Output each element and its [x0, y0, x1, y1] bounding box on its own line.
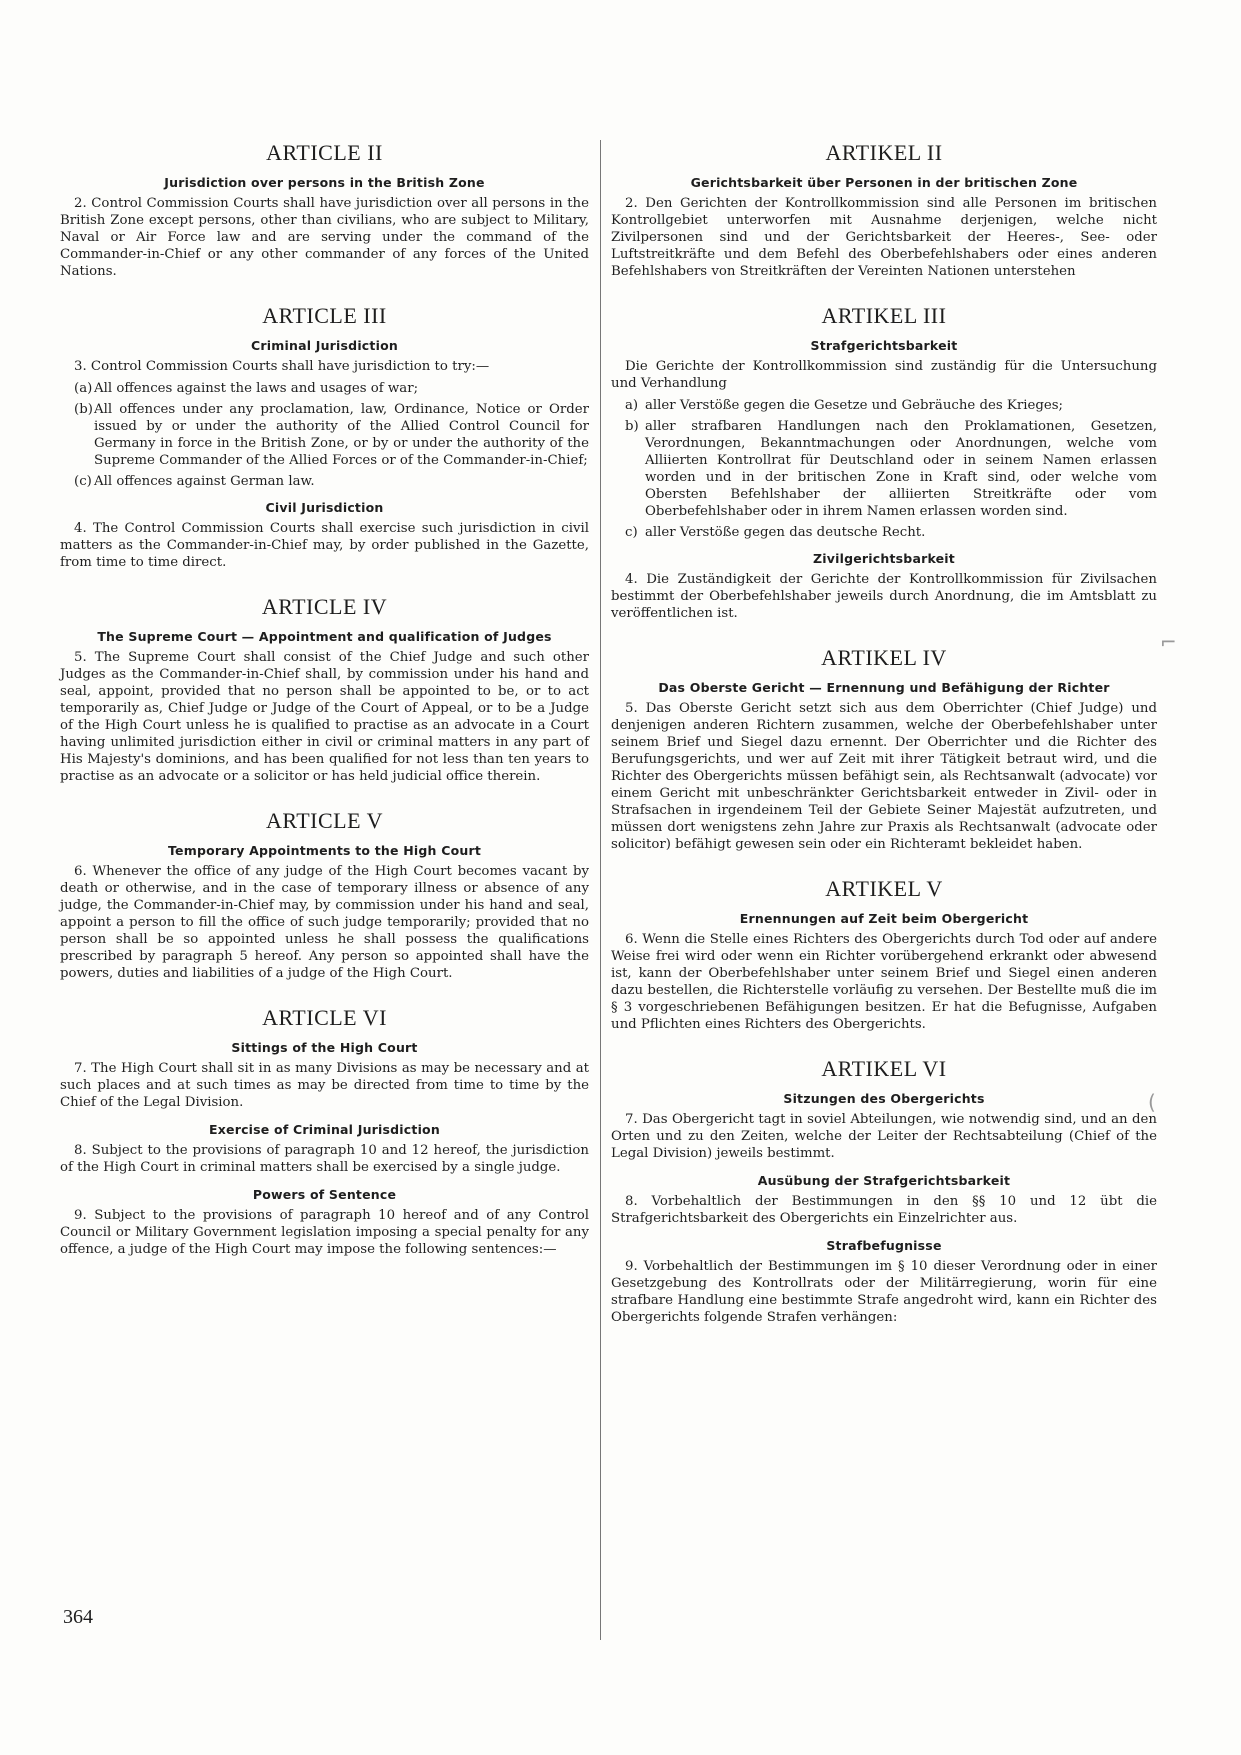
scan-mark: ⌐ [1160, 630, 1177, 654]
item-marker: (a) [74, 381, 93, 396]
absatz-3b [611, 418, 1157, 520]
item-text: aller Verstöße gegen die Gesetze und Gebräuche des Krieges; [645, 398, 1064, 413]
absatz-7: 7. Das Obergericht tagt in soviel Abteilungen, wie notwendig sind, und an den Orten und zu den Zeiten, welche der Leiter der Rechtsabteilung (Chief of the Legal Division) jeweils bestimmt. [611, 1112, 1157, 1161]
item-marker: (b) [74, 402, 93, 417]
paragraph-3c [60, 473, 589, 490]
paragraph-7: 7. The High Court shall sit in as many Divisions as may be necessary and at such places and at such times as may be directed from time to time by the Chief of the Legal Division. [60, 1061, 589, 1110]
article-ii-heading: ARTICLE II [266, 140, 383, 165]
zivilgerichtsbarkeit-subheading: Zivilgerichtsbarkeit [813, 551, 955, 566]
artikel-v-subheading: Ernennungen auf Zeit beim Obergericht [739, 911, 1029, 926]
paragraph-3a [60, 380, 589, 397]
artikel-vi-heading: ARTIKEL VI [821, 1056, 947, 1081]
paragraph-4: 4. The Control Commission Courts shall exercise such jurisdiction in civil matters as the Commander-in-Chief may, by order published in the Gazette, from time to time direct. [60, 521, 589, 570]
artikel-iv-heading: ARTIKEL IV [821, 645, 947, 670]
scan-mark: ( [1148, 1090, 1156, 1114]
paragraph-2: 2. Control Commission Courts shall have jurisdiction over all persons in the British Zone except persons, other than civilians, who are subject to Military, Naval or Air Force law and are serving under the command of the Commander-in-Chief or any other commander of any forces of the United Nations. [60, 196, 589, 279]
absatz-4: 4. Die Zuständigkeit der Gerichte der Kontrollkommission für Zivilsachen bestimmt der Oberbefehlshaber jeweils durch Anordnung, die im Amtsblatt zu veröffentlichen ist. [611, 572, 1157, 621]
item-text: aller Verstöße gegen das deutsche Recht. [645, 525, 926, 540]
article-iii-heading: ARTICLE III [262, 303, 387, 328]
absatz-3a [611, 397, 1157, 414]
article-v-heading: ARTICLE V [265, 808, 384, 833]
artikel-vi-subheading: Sitzungen des Obergerichts [783, 1091, 985, 1106]
article-vi-heading: ARTICLE VI [262, 1005, 387, 1030]
absatz-9: 9. Vorbehaltlich der Bestimmungen im § 10 dieser Verordnung oder in einer Gesetzgebung des Kontrollrats oder der Militärregierung, worin für eine strafbare Handlung eine bestimmte Strafe angedroht wird, kann ein Richter des Obergerichts folgende Strafen verhängen: [611, 1259, 1157, 1325]
strafbefugnisse-subheading: Strafbefugnisse [826, 1238, 942, 1253]
paragraph-3: 3. Control Commission Courts shall have jurisdiction to try:— [74, 359, 490, 374]
item-text: All offences against the laws and usages of war; [94, 381, 419, 396]
item-text: aller strafbaren Handlungen nach den Proklamationen, Gesetzen, Verordnungen, Bekanntmachungen oder Anordnungen, welche vom Alliierten Kontrollrat für Deutschland oder in seinem Namen erlassen worden und in der britischen Zone in Kraft sind, oder welche vom Obersten Befehlshaber der alliierten Streitkräfte oder vom Oberbefehlshaber oder in ihrem Namen erlassen worden sind. [645, 419, 1157, 519]
paragraph-9: 9. Subject to the provisions of paragraph 10 hereof and of any Control Council or Military Government legislation imposing a special penalty for any offence, a judge of the High Court may impose the following sentences:— [60, 1208, 589, 1257]
artikel-ii-heading: ARTIKEL II [825, 140, 943, 165]
absatz-2: 2. Den Gerichten der Kontrollkommission sind alle Personen im britischen Kontrollgebiet unterworfen mit Ausnahme derjenigen, welche nicht Zivilpersonen sind und der Gerichtsbarkeit der Heeres-, See- oder Luftstreitkräfte und dem Befehl des Oberbefehlshabers oder eines anderen Befehlshabers von Streitkräften der Vereinten Nationen unterstehen [611, 196, 1157, 279]
column-divider [600, 140, 601, 1640]
item-marker: c) [625, 525, 638, 540]
item-marker: (c) [74, 474, 92, 489]
absatz-5: 5. Das Oberste Gericht setzt sich aus dem Oberrichter (Chief Judge) und denjenigen anderen Richtern zusammen, welche der Oberbefehlshaber unter seinem Brief und Siegel dazu ernennt. Der Oberrichter und die Richter des Berufungsgerichts, und wer auf Zeit mit ihrer Tätigkeit betraut wird, und die Richter des Obergerichts müssen befähigt sein, als Rechtsanwalt (advocate) vor einem Gericht mit unbeschränkter Gerichtsbarkeit entweder in Zivil- oder in Strafsachen in irgendeinem Teil der Gebiete Seiner Majestät aufzutreten, und müssen dort wenigstens zehn Jahre zur Praxis als Rechtsanwalt (advocate oder solicitor) befähigt gewesen sein oder ein Richteramt bekleidet haben. [611, 701, 1157, 852]
absatz-8: 8. Vorbehaltlich der Bestimmungen in den §§ 10 und 12 übt die Strafgerichtsbarkeit des Obergerichts ein Einzelrichter aus. [611, 1194, 1157, 1226]
artikel-v-heading: ARTIKEL V [825, 876, 943, 901]
paragraph-6: 6. Whenever the office of any judge of the High Court becomes vacant by death or otherwise, and in the case of temporary illness or absence of any judge, the Commander-in-Chief may, by commission under his hand and seal, appoint a person to fill the office of such judge temporarily; provided that no person shall be so appointed unless he shall possess the qualifications prescribed by paragraph 5 hereof. Any person so appointed shall have the powers, duties and liabilities of a judge of the High Court. [60, 864, 589, 981]
paragraph-3b [60, 401, 589, 469]
exercise-subheading: Exercise of Criminal Jurisdiction [209, 1122, 440, 1137]
paragraph-8: 8. Subject to the provisions of paragraph 10 and 12 hereof, the jurisdiction of the High Court in criminal matters shall be exercised by a single judge. [60, 1143, 589, 1175]
item-marker: b) [625, 419, 639, 434]
powers-subheading: Powers of Sentence [252, 1187, 397, 1202]
absatz-6: 6. Wenn die Stelle eines Richters des Obergerichts durch Tod oder auf andere Weise frei wird oder wenn ein Richter vorübergehend erkrankt oder abwesend ist, kann der Oberbefehlshaber unter seinem Brief und Siegel einen anderen dazu bestellen, die Richterstelle vorläufig zu versehen. Der Bestellte muß die im § 3 vorgeschriebenen Befähigungen besitzen. Er hat die Befugnisse, Aufgaben und Pflichten eines Richters des Obergerichts. [611, 932, 1157, 1032]
article-iv-heading: ARTICLE IV [261, 594, 388, 619]
artikel-iv-subheading: Das Oberste Gericht — Ernennung und Befähigung der Richter [658, 680, 1110, 695]
artikel-ii-subheading: Gerichtsbarkeit über Personen in der britischen Zone [690, 175, 1078, 190]
article-v-subheading: Temporary Appointments to the High Court [167, 843, 482, 858]
absatz-3c [611, 524, 1157, 541]
absatz-3: Die Gerichte der Kontrollkommission sind zuständig für die Untersuchung und Verhandlung [611, 359, 1157, 391]
item-text: All offences against German law. [94, 474, 315, 489]
artikel-iii-heading: ARTIKEL III [821, 303, 947, 328]
ausuebung-subheading: Ausübung der Strafgerichtsbarkeit [757, 1173, 1011, 1188]
item-marker: a) [625, 398, 639, 413]
article-ii-subheading: Jurisdiction over persons in the British Zone [164, 175, 485, 190]
article-iii-subheading: Criminal Jurisdiction [251, 338, 398, 353]
article-vi-subheading: Sittings of the High Court [231, 1040, 418, 1055]
paragraph-5: 5. The Supreme Court shall consist of the Chief Judge and such other Judges as the Commander-in-Chief shall, by commission under his hand and seal, appoint, provided that no person shall be appointed to be, or to act temporarily as, Chief Judge or Judge of the Court of Appeal, or to be a Judge of the High Court unless he is qualified to practise as an advocate in a Court having unlimited jurisdiction either in civil or criminal matters in any part of His Majesty's dominions, and has been qualified for not less than ten years to practise as an advocate or a solicitor or has held judicial office therein. [60, 650, 589, 784]
item-text: All offences under any proclamation, law, Ordinance, Notice or Order issued by or under the authority of the Allied Control Council for Germany in force in the British Zone, or by or under the authority of the Supreme Commander of the Allied Forces or of the Commander-in-Chief; [94, 402, 589, 468]
article-iv-subheading: The Supreme Court — Appointment and qualification of Judges [97, 629, 552, 644]
page-number: 364 [63, 1606, 93, 1628]
civil-jurisdiction-subheading: Civil Jurisdiction [265, 500, 384, 515]
artikel-iii-subheading: Strafgerichtsbarkeit [810, 338, 958, 353]
english-column [60, 140, 589, 1263]
german-column [611, 140, 1157, 1331]
